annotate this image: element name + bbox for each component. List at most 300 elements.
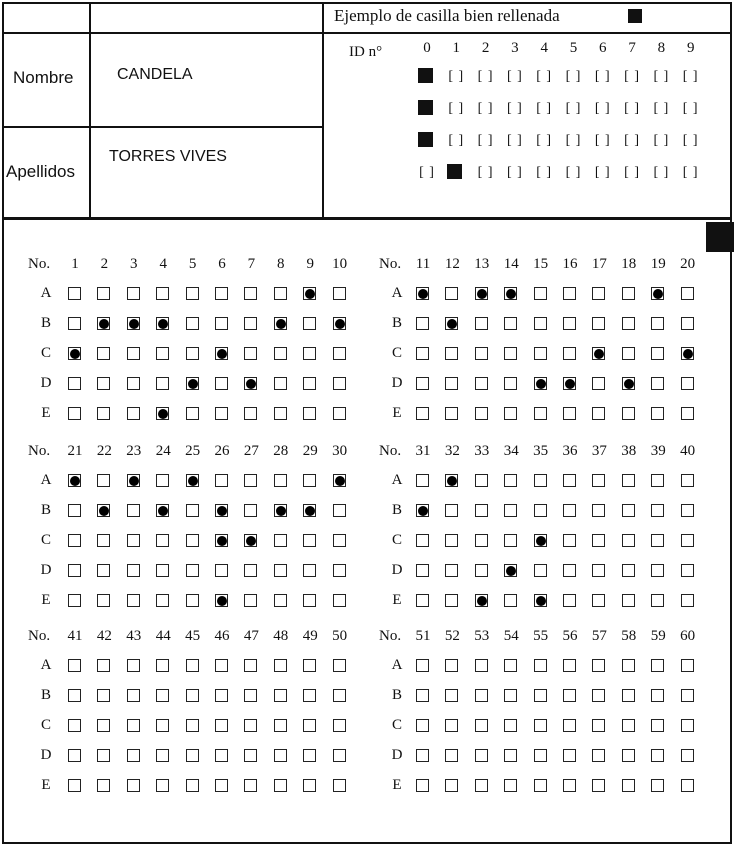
answer-checkbox[interactable] xyxy=(244,474,257,487)
answer-checkbox[interactable] xyxy=(445,347,458,360)
answer-checkbox[interactable] xyxy=(622,407,635,420)
answer-checkbox[interactable] xyxy=(445,689,458,702)
answer-checkbox[interactable] xyxy=(244,659,257,672)
answer-checkbox[interactable] xyxy=(333,347,346,360)
answer-checkbox[interactable] xyxy=(563,659,576,672)
answer-checkbox[interactable] xyxy=(215,779,228,792)
answer-checkbox[interactable] xyxy=(563,779,576,792)
id-bubble[interactable]: [ ] xyxy=(565,165,582,180)
answer-checkbox[interactable] xyxy=(68,534,81,547)
answer-checkbox[interactable] xyxy=(475,779,488,792)
id-bubble[interactable]: [ ] xyxy=(448,133,465,148)
answer-checkbox[interactable] xyxy=(244,347,257,360)
answer-checkbox[interactable] xyxy=(416,659,429,672)
answer-checkbox[interactable] xyxy=(303,407,316,420)
answer-checkbox[interactable] xyxy=(97,689,110,702)
answer-checkbox[interactable] xyxy=(563,287,576,300)
answer-checkbox[interactable] xyxy=(156,719,169,732)
answer-checkbox[interactable] xyxy=(622,317,635,330)
answer-checkbox[interactable] xyxy=(534,659,547,672)
answer-checkbox[interactable] xyxy=(68,377,81,390)
answer-checkbox[interactable] xyxy=(592,749,605,762)
answer-checkbox[interactable] xyxy=(534,474,547,487)
answer-checkbox[interactable] xyxy=(303,347,316,360)
answer-checkbox[interactable] xyxy=(156,287,169,300)
answer-checkbox[interactable] xyxy=(592,594,605,607)
answer-checkbox[interactable] xyxy=(186,347,199,360)
answer-checkbox[interactable] xyxy=(333,719,346,732)
answer-checkbox[interactable] xyxy=(156,594,169,607)
answer-checkbox[interactable] xyxy=(186,779,199,792)
answer-checkbox[interactable] xyxy=(303,594,316,607)
answer-checkbox[interactable] xyxy=(68,659,81,672)
id-bubble[interactable]: [ ] xyxy=(594,69,611,84)
answer-checkbox[interactable] xyxy=(563,347,576,360)
answer-checkbox[interactable] xyxy=(333,594,346,607)
answer-checkbox[interactable] xyxy=(416,594,429,607)
answer-checkbox[interactable] xyxy=(651,594,664,607)
answer-checkbox[interactable] xyxy=(274,689,287,702)
answer-checkbox[interactable] xyxy=(333,534,346,547)
answer-checkbox[interactable] xyxy=(651,779,664,792)
answer-checkbox[interactable] xyxy=(333,504,346,517)
answer-checkbox[interactable] xyxy=(504,659,517,672)
id-bubble[interactable]: [ ] xyxy=(506,101,523,116)
answer-checkbox[interactable] xyxy=(681,564,694,577)
answer-checkbox[interactable] xyxy=(534,564,547,577)
answer-checkbox[interactable] xyxy=(303,689,316,702)
answer-checkbox[interactable] xyxy=(592,474,605,487)
answer-checkbox[interactable] xyxy=(333,659,346,672)
id-bubble-filled[interactable] xyxy=(418,132,433,147)
answer-checkbox[interactable] xyxy=(416,534,429,547)
answer-checkbox[interactable] xyxy=(475,474,488,487)
id-bubble[interactable]: [ ] xyxy=(536,133,553,148)
answer-checkbox[interactable] xyxy=(622,474,635,487)
answer-checkbox[interactable] xyxy=(68,287,81,300)
id-bubble[interactable]: [ ] xyxy=(477,101,494,116)
answer-checkbox[interactable] xyxy=(274,749,287,762)
id-bubble[interactable]: [ ] xyxy=(419,165,435,180)
answer-checkbox[interactable] xyxy=(651,689,664,702)
answer-checkbox[interactable] xyxy=(504,504,517,517)
answer-checkbox[interactable] xyxy=(475,564,488,577)
id-bubble[interactable]: [ ] xyxy=(624,69,640,84)
answer-checkbox[interactable] xyxy=(681,689,694,702)
answer-checkbox[interactable] xyxy=(445,407,458,420)
answer-checkbox[interactable] xyxy=(534,347,547,360)
answer-checkbox[interactable] xyxy=(156,347,169,360)
id-bubble[interactable]: [ ] xyxy=(624,101,640,116)
answer-checkbox[interactable] xyxy=(244,407,257,420)
id-bubble[interactable]: [ ] xyxy=(653,165,670,180)
answer-checkbox[interactable] xyxy=(274,564,287,577)
answer-checkbox[interactable] xyxy=(651,659,664,672)
answer-checkbox[interactable] xyxy=(534,719,547,732)
answer-checkbox[interactable] xyxy=(244,719,257,732)
answer-checkbox[interactable] xyxy=(186,659,199,672)
answer-checkbox[interactable] xyxy=(186,564,199,577)
answer-checkbox[interactable] xyxy=(592,719,605,732)
answer-checkbox[interactable] xyxy=(244,689,257,702)
answer-checkbox[interactable] xyxy=(563,534,576,547)
answer-checkbox[interactable] xyxy=(651,377,664,390)
answer-checkbox[interactable] xyxy=(215,287,228,300)
answer-checkbox[interactable] xyxy=(416,719,429,732)
answer-checkbox[interactable] xyxy=(303,779,316,792)
answer-checkbox[interactable] xyxy=(416,564,429,577)
answer-checkbox[interactable] xyxy=(68,407,81,420)
id-bubble[interactable]: [ ] xyxy=(624,133,640,148)
answer-checkbox[interactable] xyxy=(186,317,199,330)
answer-checkbox[interactable] xyxy=(244,779,257,792)
answer-checkbox[interactable] xyxy=(681,377,694,390)
id-bubble[interactable]: [ ] xyxy=(653,69,670,84)
id-bubble[interactable]: [ ] xyxy=(682,165,699,180)
answer-checkbox[interactable] xyxy=(534,504,547,517)
answer-checkbox[interactable] xyxy=(416,689,429,702)
answer-checkbox[interactable] xyxy=(274,407,287,420)
id-bubble-filled[interactable] xyxy=(418,68,433,83)
answer-checkbox[interactable] xyxy=(274,779,287,792)
answer-checkbox[interactable] xyxy=(445,287,458,300)
answer-checkbox[interactable] xyxy=(445,659,458,672)
answer-checkbox[interactable] xyxy=(681,659,694,672)
answer-checkbox[interactable] xyxy=(651,564,664,577)
answer-checkbox[interactable] xyxy=(303,564,316,577)
answer-checkbox[interactable] xyxy=(274,719,287,732)
answer-checkbox[interactable] xyxy=(504,719,517,732)
answer-checkbox[interactable] xyxy=(274,534,287,547)
answer-checkbox[interactable] xyxy=(504,474,517,487)
answer-checkbox[interactable] xyxy=(681,504,694,517)
answer-checkbox[interactable] xyxy=(215,719,228,732)
answer-checkbox[interactable] xyxy=(127,659,140,672)
answer-checkbox[interactable] xyxy=(504,779,517,792)
id-bubble[interactable]: [ ] xyxy=(477,133,494,148)
answer-checkbox[interactable] xyxy=(534,779,547,792)
id-bubble[interactable]: [ ] xyxy=(682,101,699,116)
answer-checkbox[interactable] xyxy=(504,534,517,547)
answer-checkbox[interactable] xyxy=(651,407,664,420)
answer-checkbox[interactable] xyxy=(303,659,316,672)
answer-checkbox[interactable] xyxy=(127,564,140,577)
id-bubble[interactable]: [ ] xyxy=(624,165,640,180)
answer-checkbox[interactable] xyxy=(156,564,169,577)
answer-checkbox[interactable] xyxy=(416,317,429,330)
id-bubble[interactable]: [ ] xyxy=(477,165,494,180)
answer-checkbox[interactable] xyxy=(681,407,694,420)
answer-checkbox[interactable] xyxy=(186,719,199,732)
answer-checkbox[interactable] xyxy=(127,407,140,420)
answer-checkbox[interactable] xyxy=(592,564,605,577)
answer-checkbox[interactable] xyxy=(651,474,664,487)
answer-checkbox[interactable] xyxy=(333,689,346,702)
answer-checkbox[interactable] xyxy=(186,749,199,762)
answer-checkbox[interactable] xyxy=(445,749,458,762)
answer-checkbox[interactable] xyxy=(186,534,199,547)
answer-checkbox[interactable] xyxy=(681,749,694,762)
answer-checkbox[interactable] xyxy=(127,287,140,300)
id-bubble-filled[interactable] xyxy=(447,164,462,179)
answer-checkbox[interactable] xyxy=(186,594,199,607)
answer-checkbox[interactable] xyxy=(622,749,635,762)
answer-checkbox[interactable] xyxy=(68,564,81,577)
answer-checkbox[interactable] xyxy=(215,407,228,420)
answer-checkbox[interactable] xyxy=(504,749,517,762)
answer-checkbox[interactable] xyxy=(416,749,429,762)
answer-checkbox[interactable] xyxy=(681,534,694,547)
answer-checkbox[interactable] xyxy=(68,719,81,732)
answer-checkbox[interactable] xyxy=(563,689,576,702)
answer-checkbox[interactable] xyxy=(563,317,576,330)
answer-checkbox[interactable] xyxy=(651,347,664,360)
answer-checkbox[interactable] xyxy=(416,377,429,390)
id-bubble[interactable]: [ ] xyxy=(682,133,699,148)
answer-checkbox[interactable] xyxy=(475,407,488,420)
answer-checkbox[interactable] xyxy=(215,689,228,702)
id-bubble[interactable]: [ ] xyxy=(565,101,582,116)
answer-checkbox[interactable] xyxy=(215,317,228,330)
answer-checkbox[interactable] xyxy=(475,719,488,732)
id-bubble[interactable]: [ ] xyxy=(448,101,465,116)
answer-checkbox[interactable] xyxy=(504,689,517,702)
answer-checkbox[interactable] xyxy=(274,287,287,300)
answer-checkbox[interactable] xyxy=(445,564,458,577)
answer-checkbox[interactable] xyxy=(475,689,488,702)
answer-checkbox[interactable] xyxy=(68,689,81,702)
answer-checkbox[interactable] xyxy=(622,594,635,607)
answer-checkbox[interactable] xyxy=(534,317,547,330)
answer-checkbox[interactable] xyxy=(681,719,694,732)
id-bubble[interactable]: [ ] xyxy=(506,165,523,180)
answer-checkbox[interactable] xyxy=(97,287,110,300)
answer-checkbox[interactable] xyxy=(504,317,517,330)
answer-checkbox[interactable] xyxy=(156,377,169,390)
id-bubble[interactable]: [ ] xyxy=(653,133,670,148)
answer-checkbox[interactable] xyxy=(622,689,635,702)
answer-checkbox[interactable] xyxy=(651,317,664,330)
answer-checkbox[interactable] xyxy=(97,779,110,792)
answer-checkbox[interactable] xyxy=(681,594,694,607)
answer-checkbox[interactable] xyxy=(534,287,547,300)
answer-checkbox[interactable] xyxy=(333,377,346,390)
answer-checkbox[interactable] xyxy=(68,779,81,792)
answer-checkbox[interactable] xyxy=(445,504,458,517)
answer-checkbox[interactable] xyxy=(333,407,346,420)
answer-checkbox[interactable] xyxy=(475,659,488,672)
answer-checkbox[interactable] xyxy=(563,594,576,607)
answer-checkbox[interactable] xyxy=(215,659,228,672)
answer-checkbox[interactable] xyxy=(274,594,287,607)
answer-checkbox[interactable] xyxy=(416,779,429,792)
answer-checkbox[interactable] xyxy=(274,659,287,672)
answer-checkbox[interactable] xyxy=(445,534,458,547)
id-bubble[interactable]: [ ] xyxy=(594,165,611,180)
answer-checkbox[interactable] xyxy=(475,347,488,360)
id-bubble[interactable]: [ ] xyxy=(506,69,523,84)
answer-checkbox[interactable] xyxy=(445,594,458,607)
id-bubble[interactable]: [ ] xyxy=(682,69,699,84)
answer-checkbox[interactable] xyxy=(563,504,576,517)
answer-checkbox[interactable] xyxy=(622,719,635,732)
answer-checkbox[interactable] xyxy=(592,287,605,300)
answer-checkbox[interactable] xyxy=(156,474,169,487)
answer-checkbox[interactable] xyxy=(68,504,81,517)
answer-checkbox[interactable] xyxy=(622,287,635,300)
answer-checkbox[interactable] xyxy=(592,534,605,547)
id-bubble[interactable]: [ ] xyxy=(536,165,553,180)
answer-checkbox[interactable] xyxy=(651,504,664,517)
id-bubble[interactable]: [ ] xyxy=(448,69,465,84)
answer-checkbox[interactable] xyxy=(274,474,287,487)
answer-checkbox[interactable] xyxy=(186,287,199,300)
answer-checkbox[interactable] xyxy=(504,594,517,607)
id-bubble[interactable]: [ ] xyxy=(565,133,582,148)
answer-checkbox[interactable] xyxy=(681,779,694,792)
answer-checkbox[interactable] xyxy=(622,534,635,547)
answer-checkbox[interactable] xyxy=(127,719,140,732)
answer-checkbox[interactable] xyxy=(127,534,140,547)
answer-checkbox[interactable] xyxy=(97,564,110,577)
answer-checkbox[interactable] xyxy=(534,689,547,702)
answer-checkbox[interactable] xyxy=(156,779,169,792)
answer-checkbox[interactable] xyxy=(127,689,140,702)
answer-checkbox[interactable] xyxy=(445,779,458,792)
answer-checkbox[interactable] xyxy=(592,377,605,390)
answer-checkbox[interactable] xyxy=(186,504,199,517)
answer-checkbox[interactable] xyxy=(156,534,169,547)
answer-checkbox[interactable] xyxy=(333,749,346,762)
answer-checkbox[interactable] xyxy=(156,749,169,762)
id-bubble[interactable]: [ ] xyxy=(536,69,553,84)
answer-checkbox[interactable] xyxy=(127,347,140,360)
answer-checkbox[interactable] xyxy=(504,377,517,390)
answer-checkbox[interactable] xyxy=(303,377,316,390)
answer-checkbox[interactable] xyxy=(127,377,140,390)
answer-checkbox[interactable] xyxy=(333,564,346,577)
answer-checkbox[interactable] xyxy=(127,504,140,517)
answer-checkbox[interactable] xyxy=(156,689,169,702)
answer-checkbox[interactable] xyxy=(97,749,110,762)
answer-checkbox[interactable] xyxy=(475,317,488,330)
answer-checkbox[interactable] xyxy=(475,377,488,390)
answer-checkbox[interactable] xyxy=(156,659,169,672)
answer-checkbox[interactable] xyxy=(416,347,429,360)
answer-checkbox[interactable] xyxy=(244,317,257,330)
id-bubble[interactable]: [ ] xyxy=(536,101,553,116)
answer-checkbox[interactable] xyxy=(333,287,346,300)
answer-checkbox[interactable] xyxy=(97,594,110,607)
answer-checkbox[interactable] xyxy=(563,564,576,577)
answer-checkbox[interactable] xyxy=(215,749,228,762)
answer-checkbox[interactable] xyxy=(504,347,517,360)
answer-checkbox[interactable] xyxy=(68,749,81,762)
answer-checkbox[interactable] xyxy=(681,317,694,330)
answer-checkbox[interactable] xyxy=(681,287,694,300)
answer-checkbox[interactable] xyxy=(244,504,257,517)
answer-checkbox[interactable] xyxy=(622,659,635,672)
answer-checkbox[interactable] xyxy=(416,474,429,487)
answer-checkbox[interactable] xyxy=(475,504,488,517)
id-bubble[interactable]: [ ] xyxy=(477,69,494,84)
answer-checkbox[interactable] xyxy=(303,474,316,487)
id-bubble[interactable]: [ ] xyxy=(565,69,582,84)
answer-checkbox[interactable] xyxy=(303,749,316,762)
answer-checkbox[interactable] xyxy=(651,719,664,732)
id-bubble-filled[interactable] xyxy=(418,100,433,115)
answer-checkbox[interactable] xyxy=(563,749,576,762)
answer-checkbox[interactable] xyxy=(563,719,576,732)
answer-checkbox[interactable] xyxy=(274,377,287,390)
answer-checkbox[interactable] xyxy=(622,779,635,792)
id-bubble[interactable]: [ ] xyxy=(506,133,523,148)
answer-checkbox[interactable] xyxy=(215,474,228,487)
answer-checkbox[interactable] xyxy=(534,407,547,420)
answer-checkbox[interactable] xyxy=(622,564,635,577)
answer-checkbox[interactable] xyxy=(622,347,635,360)
answer-checkbox[interactable] xyxy=(97,377,110,390)
answer-checkbox[interactable] xyxy=(534,749,547,762)
answer-checkbox[interactable] xyxy=(274,347,287,360)
answer-checkbox[interactable] xyxy=(97,407,110,420)
answer-checkbox[interactable] xyxy=(97,719,110,732)
id-bubble[interactable]: [ ] xyxy=(594,133,611,148)
answer-checkbox[interactable] xyxy=(592,689,605,702)
answer-checkbox[interactable] xyxy=(68,317,81,330)
answer-checkbox[interactable] xyxy=(475,534,488,547)
answer-checkbox[interactable] xyxy=(97,474,110,487)
answer-checkbox[interactable] xyxy=(303,534,316,547)
answer-checkbox[interactable] xyxy=(127,749,140,762)
answer-checkbox[interactable] xyxy=(592,659,605,672)
answer-checkbox[interactable] xyxy=(445,719,458,732)
answer-checkbox[interactable] xyxy=(592,779,605,792)
answer-checkbox[interactable] xyxy=(97,659,110,672)
answer-checkbox[interactable] xyxy=(681,474,694,487)
answer-checkbox[interactable] xyxy=(504,407,517,420)
id-bubble[interactable]: [ ] xyxy=(653,101,670,116)
answer-checkbox[interactable] xyxy=(475,749,488,762)
answer-checkbox[interactable] xyxy=(127,779,140,792)
answer-checkbox[interactable] xyxy=(68,594,81,607)
answer-checkbox[interactable] xyxy=(215,564,228,577)
answer-checkbox[interactable] xyxy=(127,594,140,607)
answer-checkbox[interactable] xyxy=(244,594,257,607)
answer-checkbox[interactable] xyxy=(186,407,199,420)
answer-checkbox[interactable] xyxy=(563,407,576,420)
id-bubble[interactable]: [ ] xyxy=(594,101,611,116)
answer-checkbox[interactable] xyxy=(303,317,316,330)
answer-checkbox[interactable] xyxy=(651,749,664,762)
answer-checkbox[interactable] xyxy=(592,504,605,517)
answer-checkbox[interactable] xyxy=(97,347,110,360)
answer-checkbox[interactable] xyxy=(622,504,635,517)
answer-checkbox[interactable] xyxy=(215,377,228,390)
answer-checkbox[interactable] xyxy=(592,407,605,420)
answer-checkbox[interactable] xyxy=(186,689,199,702)
answer-checkbox[interactable] xyxy=(97,534,110,547)
answer-checkbox[interactable] xyxy=(416,407,429,420)
answer-checkbox[interactable] xyxy=(651,534,664,547)
answer-checkbox[interactable] xyxy=(563,474,576,487)
answer-checkbox[interactable] xyxy=(244,749,257,762)
answer-checkbox[interactable] xyxy=(244,287,257,300)
answer-checkbox[interactable] xyxy=(445,377,458,390)
answer-checkbox[interactable] xyxy=(244,564,257,577)
answer-checkbox[interactable] xyxy=(303,719,316,732)
answer-checkbox[interactable] xyxy=(592,317,605,330)
